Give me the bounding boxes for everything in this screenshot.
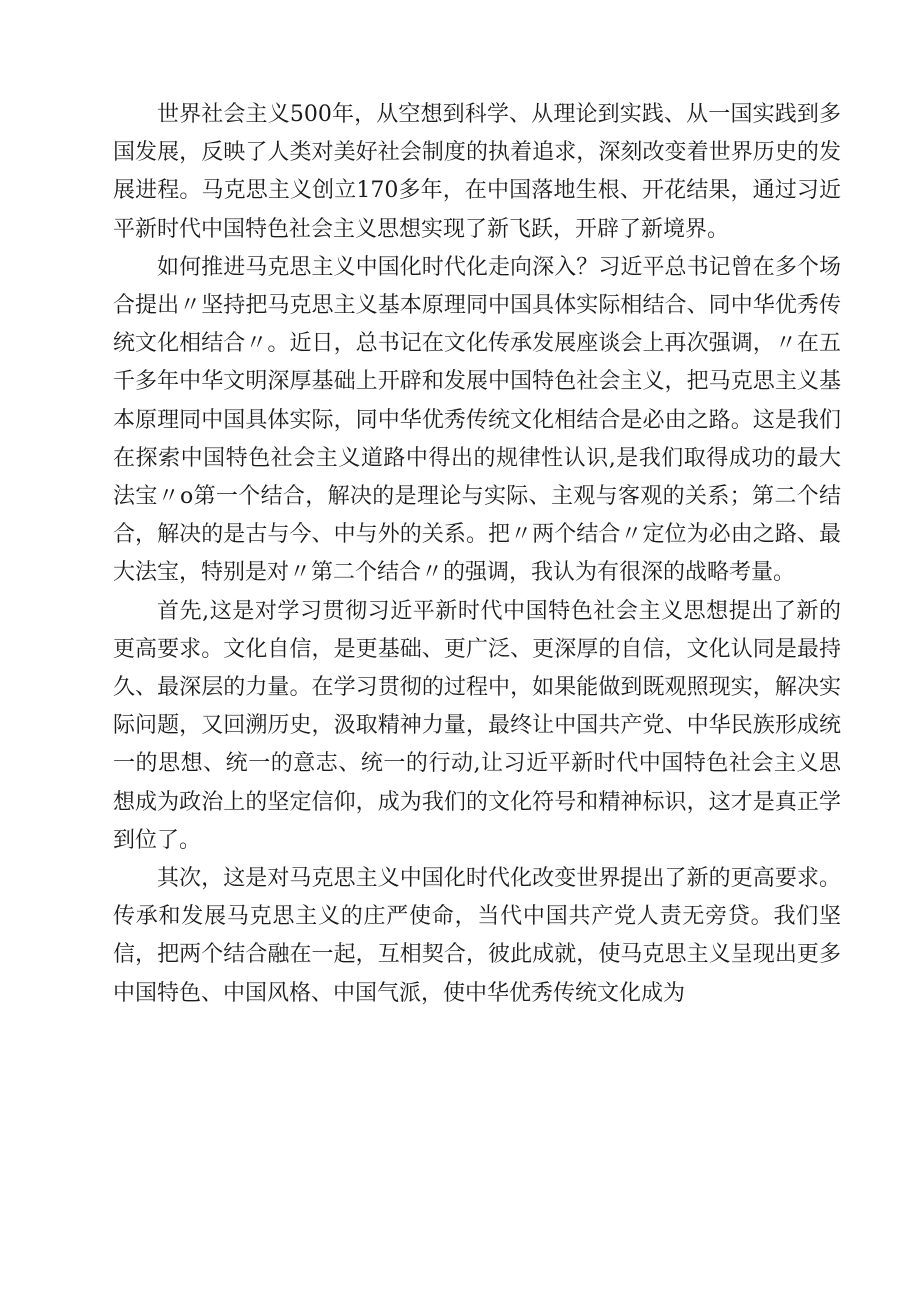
document-body [113, 96, 841, 1013]
paragraph-2: 如何推进马克思主义中国化时代化走向深入？习近平总书记曾在多个场合提出〃坚持把马克思主义基本原理同中国具体实际相结合、同中华优秀传统文化相结合〃。近日，总书记在文化传承发展座谈会上再次强调，〃在五千多年中华文明深厚基础上开辟和发展中国特色社会主义，把马克思主义基本原理同中国具体实际，同中华优秀传统文化相结合是必由之路。这是我们在探索中国特色社会主义道路中得出的规律性认识,是我们取得成功的最大法宝〃o第一个结合，解决的是理论与实际、主观与客观的关系；第二个结合，解决的是古与今、中与外的关系。把〃两个结合〃定位为必由之路、最大法宝，特别是对〃第二个结合〃的强调，我认为有很深的战略考量。 [113, 254, 841, 586]
paragraph-3: 首先,这是对学习贯彻习近平新时代中国特色社会主义思想提出了新的更高要求。文化自信，是更基础、更广泛、更深厚的自信，文化认同是最持久、最深层的力量。在学习贯彻的过程中，如果能做到既观照现实，解决实际问题，又回溯历史，汲取精神力量，最终让中国共产党、中华民族形成统一的思想、统一的意志、统一的行动,让习近平新时代中国特色社会主义思想成为政治上的坚定信仰，成为我们的文化符号和精神标识，这才是真正学到位了。 [113, 598, 841, 853]
paragraph-4: 其次，这是对马克思主义中国化时代化改变世界提出了新的更高要求。传承和发展马克思主义的庄严使命，当代中国共产党人责无旁贷。我们坚信，把两个结合融在一起，互相契合，彼此成就，使马克思主义呈现出更多中国特色、中国风格、中国气派，使中华优秀传统文化成为 [113, 866, 841, 1006]
paragraph-1: 世界社会主义500年，从空想到科学、从理论到实践、从一国实践到多国发展，反映了人类对美好社会制度的执着追求，深刻改变着世界历史的发展进程。马克思主义创立170多年，在中国落地生根、开花结果，通过习近平新时代中国特色社会主义思想实现了新飞跃，开辟了新境界。 [113, 102, 841, 242]
